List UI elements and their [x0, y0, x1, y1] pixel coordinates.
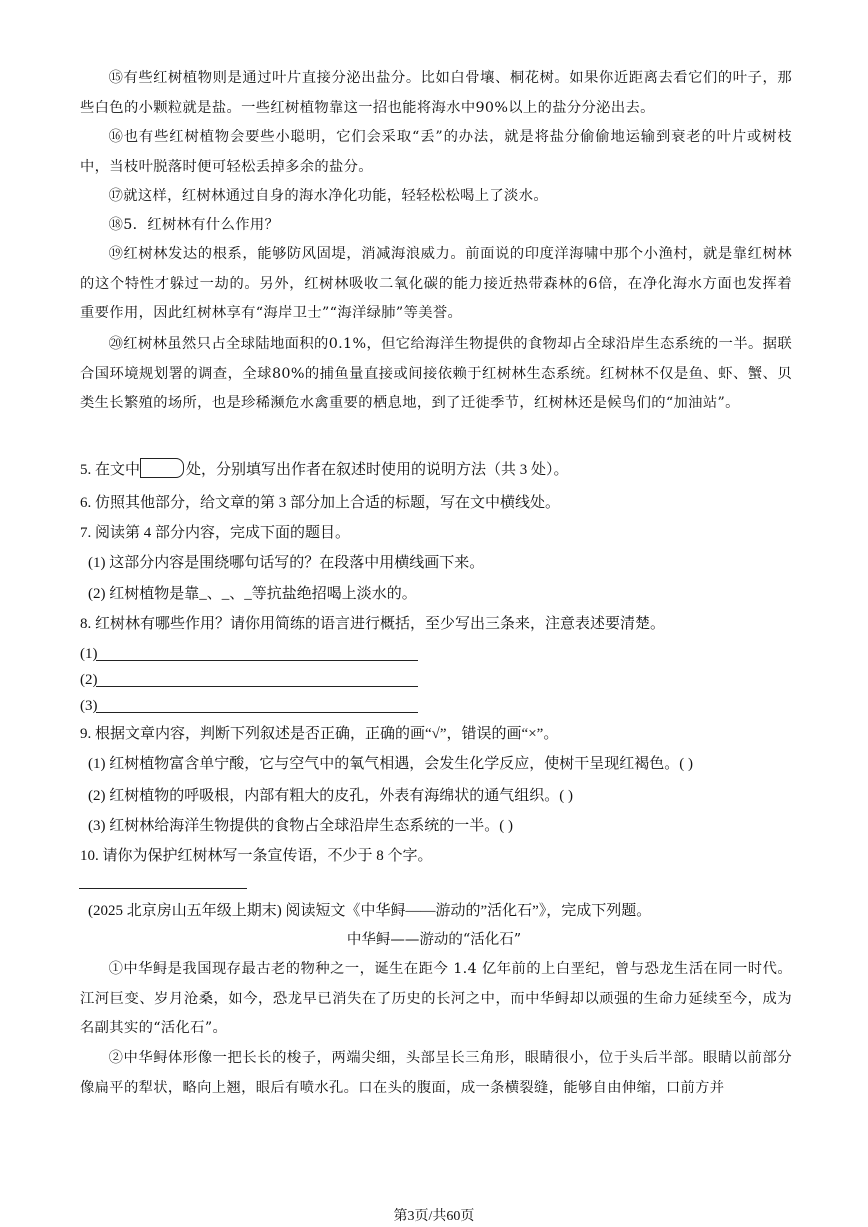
answer-line-3[interactable] [96, 712, 418, 713]
answer-line-label-1: (1) [80, 646, 98, 662]
question-7-1: (1) 这部分内容是围绕哪句话写的？在段落中用横线画下来。 [88, 555, 485, 571]
question-6: 6. 仿照其他部分，给文章的第 3 部分加上合适的标题，写在文中横线处。 [80, 495, 561, 511]
page-number: 第3页/共60页 [393, 1209, 475, 1224]
question-5-text-a: 5. 在文中 [80, 462, 141, 478]
question-5 [80, 458, 800, 481]
answer-line-2[interactable] [96, 686, 418, 687]
question-9-2: (2) 红树植物的呼吸根，内部有粗大的皮孔，外表有海绵状的通气组织。( ) [88, 788, 573, 804]
section-divider [79, 888, 247, 889]
answer-line-label-3: (3) [80, 698, 98, 714]
paragraph-19: ⑲红树林发达的根系，能够防风固堤，消减海浪威力。前面说的印度洋海啸中那个小渔村，就是靠红树林的这个特性才躲过一劫的。另外，红树林吸收二氧化碳的能力接近热带森林的6倍，在净化海水方面也发挥着重要作用，因此红树林享有“海岸卫士”“海洋绿肺”等美誉。 [80, 246, 793, 321]
question-9-3: (3) 红树林给海洋生物提供的食物占全球沿岸生态系统的一半。( ) [88, 818, 513, 834]
paragraph-16: ⑯也有些红树植物会要些小聪明，它们会采取“丢”的办法，就是将盐分偷偷地运输到衰老的叶片或树枝中，当枝叶脱落时便可轻松丢掉多余的盐分。 [80, 129, 792, 175]
question-9: 9. 根据文章内容，判断下列叙述是否正确，正确的画“√”，错误的画“×”。 [80, 726, 559, 742]
question-7-2: (2) 红树植物是靠_、_、_等抗盐绝招喝上淡水的。 [88, 586, 417, 602]
answer-line-label-2: (2) [80, 672, 98, 688]
passage-paragraph-2: ②中华鲟体形像一把长长的梭子，两端尖细，头部呈长三角形，眼睛很小，位于头后半部。眼睛以前部分像扁平的犁状，略向上翘，眼后有喷水孔。口在头的腹面，成一条横裂缝，能够自由伸缩，口前方并 [80, 1050, 792, 1096]
question-7: 7. 阅读第 4 部分内容，完成下面的题目。 [80, 525, 351, 541]
passage-title: 中华鲟——游动的“活化石” [346, 932, 522, 948]
passage-paragraph-1: ①中华鲟是我国现存最古老的物种之一，诞生在距今 1.4 亿年前的上白垩纪，曾与恐龙生活在同一时代。江河巨变、岁月沧桑，如今，恐龙早已消失在了历史的长河之中，而中华鲟却以顽强的生命力延续至今，成为名副其实的“活化石”。 [80, 961, 792, 1036]
section-heading-5: ⑱5．红树林有什么作用？ [108, 217, 280, 233]
question-5-text-b: 处，分别填写出作者在叙述时使用的说明方法（共 3 处）。 [186, 462, 569, 478]
question-8: 8. 红树林有哪些作用？请你用简练的语言进行概括，至少写出三条来，注意表述要清楚。 [80, 616, 666, 632]
question-9-1: (1) 红树植物富含单宁酸，它与空气中的氧气相遇，会发生化学反应，使树干呈现红褐色。( ) [88, 756, 693, 772]
paragraph-17: ⑰就这样，红树林通过自身的海水净化功能，轻轻松松喝上了淡水。 [108, 188, 548, 204]
passage-intro: (2025 北京房山五年级上期末) 阅读短文《中华鲟——游动的”活化石”》，完成下列题。 [88, 903, 652, 919]
bracket-box-icon [140, 458, 184, 478]
paragraph-15: ⑮有些红树植物则是通过叶片直接分泌出盐分。比如白骨壤、桐花树。如果你近距离去看它们的叶子，那些白色的小颗粒就是盐。一些红树植物靠这一招也能将海水中90%以上的盐分分泌出去。 [80, 70, 792, 116]
paragraph-20: ⑳红树林虽然只占全球陆地面积的0.1%，但它给海洋生物提供的食物却占全球沿岸生态系统的一半。据联合国环境规划署的调查，全球80%的捕鱼量直接或间接依赖于红树林生态系统。红树林不仅是鱼、虾、蟹、贝类生长繁殖的场所，也是珍稀濒危水禽重要的栖息地，到了迁徙季节，红树林还是候鸟们的“加油站”。 [80, 336, 792, 411]
question-10: 10. 请你为保护红树林写一条宣传语，不少于 8 个字。 [80, 848, 433, 864]
answer-line-1[interactable] [96, 660, 418, 661]
